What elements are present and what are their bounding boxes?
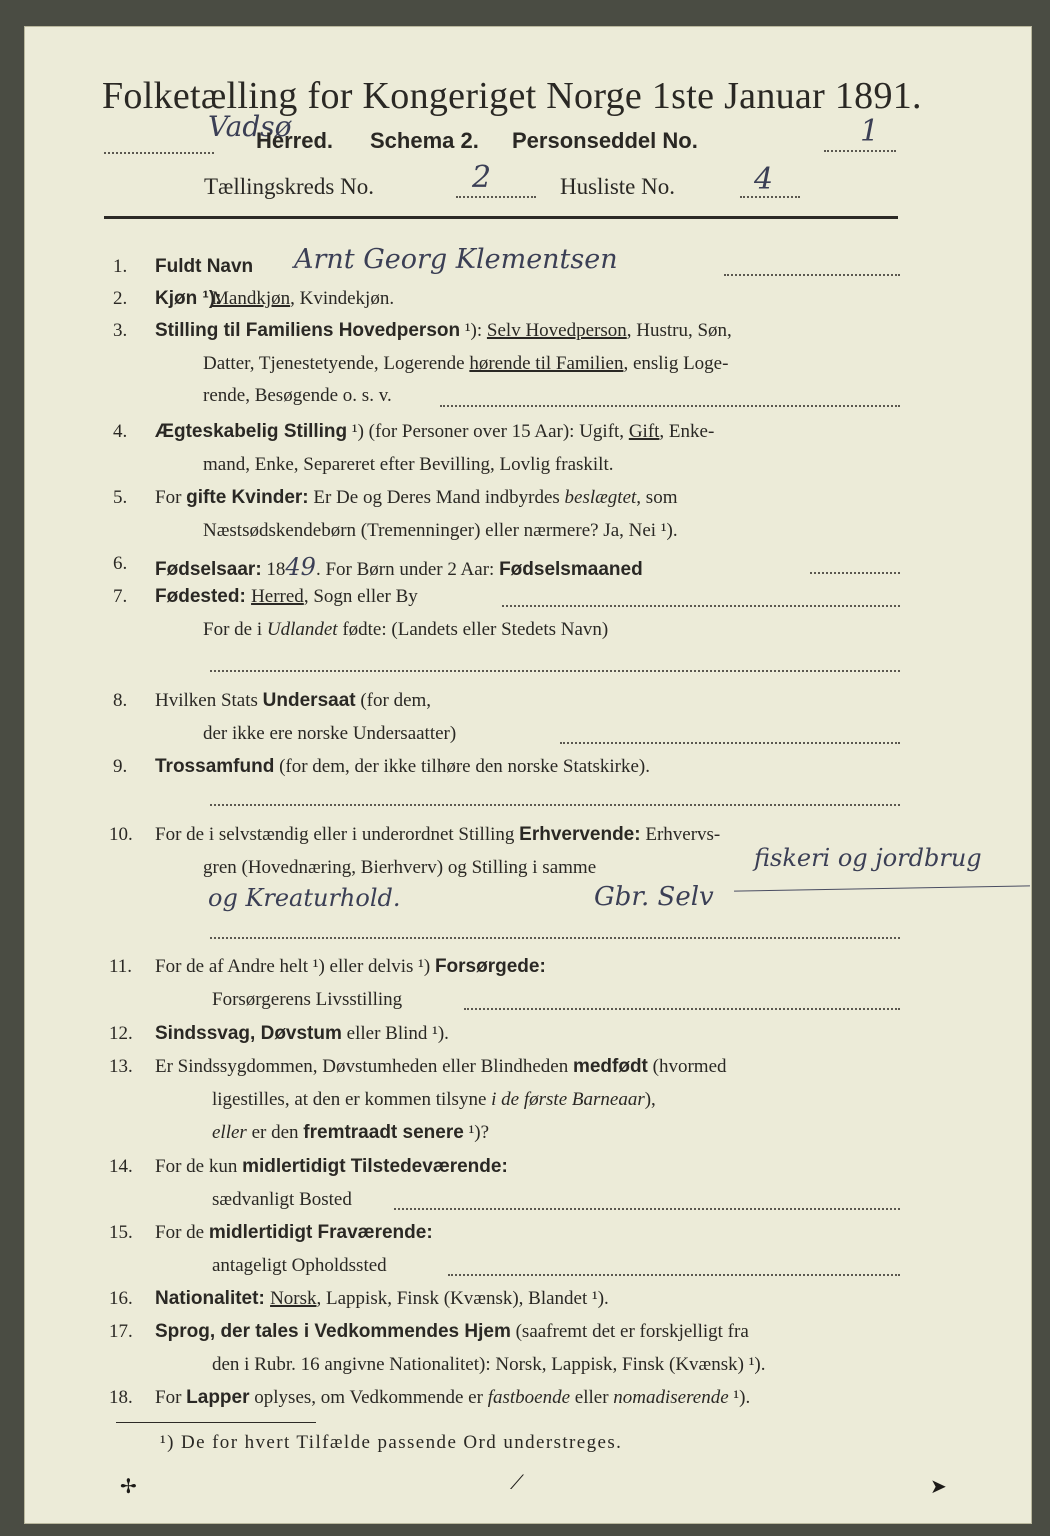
item-11-field <box>464 1002 900 1010</box>
item-4-number: 4. <box>113 421 128 442</box>
item-14-field <box>394 1202 900 1210</box>
item-13-line1: Er Sindssygdommen, Døvstumheden eller Blindheden medfødt (hvormed <box>155 1056 727 1077</box>
item-17-number: 17. <box>109 1321 133 1342</box>
item-17-line2: den i Rubr. 16 angivne Nationalitet): Norsk, Lappisk, Finsk (Kvænsk) ¹). <box>212 1354 766 1375</box>
husliste-value: 4 <box>754 162 774 197</box>
item-7-number: 7. <box>113 586 128 607</box>
item-15-number: 15. <box>109 1222 133 1243</box>
item-6-line1: Fødselsaar: 1849. For Børn under 2 Aar: Fødselsmaaned <box>155 553 643 581</box>
item-10-line1: For de i selvstændig eller i underordnet Stilling Erhvervende: Erhvervs- <box>155 824 721 845</box>
item-3-line1: Stilling til Familiens Hovedperson ¹): Selv Hovedperson, Hustru, Søn, <box>155 320 732 341</box>
item-9-field <box>210 798 900 806</box>
item-11-line1: For de af Andre helt ¹) eller delvis ¹) Forsørgede: <box>155 956 546 977</box>
item-18-number: 18. <box>109 1387 133 1408</box>
item-17-line1: Sprog, der tales i Vedkommendes Hjem (saafremt det er forskjelligt fra <box>155 1321 749 1342</box>
item-4-line1: Ægteskabelig Stilling ¹) (for Personer over 15 Aar): Ugift, Gift, Enke- <box>155 421 715 442</box>
herred-value: Vadsø <box>208 110 292 143</box>
item-8-field <box>560 736 900 744</box>
item-8-line2: der ikke ere norske Undersaatter) <box>203 723 457 744</box>
item-10-value-2: og Kreaturhold. <box>208 884 401 912</box>
item-2-text: Mandkjøn, Kvindekjøn. <box>212 288 395 309</box>
footnote-rule <box>116 1422 316 1423</box>
item-16-line1: Nationalitet: Norsk, Lappisk, Finsk (Kvænsk), Blandet ¹). <box>155 1288 609 1309</box>
tellingskreds-field <box>456 188 536 198</box>
tellingskreds-value: 2 <box>472 160 492 195</box>
item-3-field <box>440 399 900 407</box>
tellingskreds-label: Tællingskreds No. <box>204 174 374 199</box>
header-rule <box>104 216 898 219</box>
item-7-field-2 <box>210 664 900 672</box>
item-14-line1: For de kun midlertidigt Tilstedeværende: <box>155 1156 508 1177</box>
item-6-field <box>810 566 900 574</box>
item-1-field <box>724 266 900 276</box>
corner-mark-left: ✢ <box>120 1476 137 1498</box>
item-4-line2: mand, Enke, Separeret efter Bevilling, Lovlig fraskilt. <box>203 454 614 475</box>
item-12-line1: Sindssvag, Døvstum eller Blind ¹). <box>155 1023 449 1044</box>
herred-label: Herred. <box>256 128 334 153</box>
item-1-label: Fuldt Navn <box>155 256 254 277</box>
personseddel-value: 1 <box>860 114 880 149</box>
husliste-label: Husliste No. <box>560 174 675 199</box>
item-18-line1: For Lapper oplyses, om Vedkommende er fastboende eller nomadiserende ¹). <box>155 1387 751 1408</box>
item-9-line1: Trossamfund (for dem, der ikke tilhøre den norske Statskirke). <box>155 756 650 777</box>
item-2-label: Kjøn ¹): <box>155 288 222 309</box>
item-11-number: 11. <box>109 956 133 977</box>
schema-label: Schema 2. <box>370 128 479 153</box>
item-15-line1: For de midlertidigt Fraværende: <box>155 1222 433 1243</box>
item-5-number: 5. <box>113 487 128 508</box>
item-9-number: 9. <box>113 756 128 777</box>
item-6-number: 6. <box>113 553 128 574</box>
item-7-field <box>502 599 900 607</box>
item-3-line3: rende, Besøgende o. s. v. <box>203 385 392 406</box>
form-title: Folketælling for Kongeriget Norge 1ste Januar 1891. <box>102 75 922 117</box>
item-11-line2: Forsørgerens Livsstilling <box>212 989 403 1010</box>
item-12-number: 12. <box>109 1023 133 1044</box>
item-13-line2: ligestilles, at den er kommen tilsyne i de første Barneaar), <box>212 1089 656 1110</box>
item-3-line2: Datter, Tjenestetyende, Logerende hørende til Familien, enslig Loge- <box>203 353 729 374</box>
census-form <box>24 26 1032 1524</box>
item-5-line1: For gifte Kvinder: Er De og Deres Mand indbyrdes beslægtet, som <box>155 487 678 508</box>
item-3-number: 3. <box>113 320 128 341</box>
footnote: ¹) De for hvert Tilfælde passende Ord understreges. <box>160 1432 623 1453</box>
item-7-line1: Fødested: Herred, Sogn eller By <box>155 586 418 607</box>
item-10-value-1: fiskeri og jordbrug <box>754 844 982 872</box>
personseddel-label: Personseddel No. <box>512 128 698 153</box>
item-13-line3: eller er den fremtraadt senere ¹)? <box>212 1122 490 1143</box>
corner-mark-center: ⟋ <box>510 1472 524 1494</box>
item-1-value: Arnt Georg Klementsen <box>294 244 618 275</box>
item-5-line2: Næstsødskendebørn (Tremenninger) eller nærmere? Ja, Nei ¹). <box>203 520 678 541</box>
corner-mark-right: ➤ <box>930 1476 947 1498</box>
item-15-field <box>448 1268 900 1276</box>
item-10-value-3: Gbr. Selv <box>594 882 714 912</box>
item-10-field <box>210 931 900 939</box>
item-16-number: 16. <box>109 1288 133 1309</box>
item-15-line2: antageligt Opholdssted <box>212 1255 387 1276</box>
item-8-number: 8. <box>113 690 128 711</box>
item-10-stroke <box>734 885 1030 891</box>
item-10-line2: gren (Hovednæring, Bierhverv) og Stilling i samme <box>203 857 597 878</box>
item-2-number: 2. <box>113 288 128 309</box>
item-13-number: 13. <box>109 1056 133 1077</box>
item-14-line2: sædvanligt Bosted <box>212 1189 352 1210</box>
item-1-number: 1. <box>113 256 128 277</box>
item-14-number: 14. <box>109 1156 133 1177</box>
herred-field <box>104 126 214 154</box>
item-10-number: 10. <box>109 824 133 845</box>
item-7-line2: For de i Udlandet fødte: (Landets eller Stedets Navn) <box>203 619 609 640</box>
item-8-line1: Hvilken Stats Undersaat (for dem, <box>155 690 432 711</box>
